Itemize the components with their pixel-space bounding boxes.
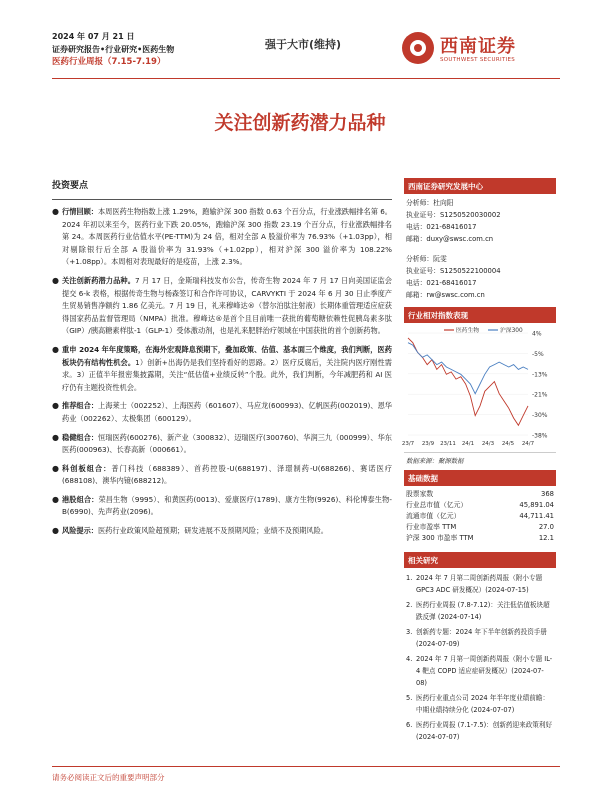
report-series: 医药行业周报（7.15-7.19）: [52, 57, 166, 67]
bullet-text: [62, 463, 392, 488]
analyst-email: 邮箱：rw@swsc.com.cn: [406, 291, 485, 299]
rating: 强于大市(维持): [265, 38, 342, 51]
related-num: 2.: [406, 601, 413, 609]
related-item: [404, 572, 556, 596]
bullet-text: [62, 344, 392, 394]
bullet-dot-icon: ●: [52, 207, 59, 216]
bullet-text: [62, 275, 392, 338]
analyst-role: 分析师：杜向阳: [406, 199, 454, 207]
basic-data-row: [404, 489, 556, 500]
report-type: 证券研究报告•行业研究•医药生物: [52, 45, 175, 54]
analyst-list: [404, 194, 556, 301]
chart-section: [401, 307, 556, 468]
team-heading: 西南证券研究发展中心: [404, 178, 556, 194]
report-date: 2024 年 07 月 21 日: [52, 32, 135, 41]
basic-value: 12.1: [538, 534, 554, 542]
analyst-role: 分析师：阮雯: [406, 255, 447, 263]
bullet-dot-icon: ●: [52, 494, 59, 504]
analyst-phone: 电话：021-68416017: [406, 223, 477, 231]
investment-heading: 投资要点: [52, 181, 89, 191]
x-tick-label: 24/1: [461, 441, 475, 447]
analyst-gap: [406, 245, 554, 253]
bullet-item: [52, 463, 392, 488]
logo-cn: 西南证券: [440, 36, 516, 57]
analyst-phone: 电话：021-68416017: [406, 279, 477, 287]
x-tick-label: 24/3: [481, 441, 495, 447]
report-meta: [52, 30, 174, 69]
bullet-dot-icon: ●: [52, 344, 59, 354]
basic-value: 44,711.41: [519, 512, 554, 520]
x-tick-label: 24/7: [521, 441, 535, 447]
basic-key: 沪深 300 市盈率 TTM: [406, 534, 474, 542]
basic-value: 368: [541, 490, 554, 498]
bullet-body: 上海莱士（002252）、上海医药（601607）、马应龙(600993)、亿帆医药(002019)、恩华药业（002262）、太极集团（600129）。: [62, 401, 392, 423]
logo-mark-icon: [402, 32, 434, 64]
bullet-text: [62, 525, 392, 538]
bullet-lead: 风险提示：: [62, 526, 98, 536]
bullet-dot-icon: ●: [52, 432, 59, 442]
bullet-body: 7 月 17 日，金斯瑞科技发布公告，传奇生物 2024 年 7 月 17 日向美国证监会提交 6-k 表格，根据传奇生物与杨森签订和合作许可协议，CARVYKTI 于 2024 年 6 月 30 日止季度产生贸易销售净额约 1.86 亿美元。7 月 19 日，礼来穆峰达®（替尔泊肽注射液）长期体重管理适应症获得国家药品监督管理局（NMPA）批准。穆峰达®是首个且目前唯一获批的葡萄糖依赖性促胰岛素多肽（GIP）/胰高糖素样肽-1（GLP-1）受体激动剂，也是礼来肥胖治疗领域在中国获批的首个创新药物。: [62, 275, 392, 336]
bullet-text: [62, 206, 392, 269]
related-title: 医药行业周报 (7.8-7.12)：关注低估值板块超跌反弹 (2024-07-14): [416, 601, 550, 621]
basic-key: 流通市值（亿元）: [406, 512, 461, 520]
x-tick-label: 24/5: [501, 441, 515, 447]
y-tick-label: -38%: [532, 432, 548, 440]
related-title: 医药行业周报 (7.1-7.5)：创新药迎来政策利好 (2024-07-07): [416, 721, 553, 741]
bullet-item: [52, 494, 392, 519]
bullet-body: 医药行业政策风险超预期；研发进展不及预期风险；业绩不及预期风险。: [97, 526, 328, 536]
bullet-body: 恒瑞医药(600276)、新产业（300832）、迈瑞医疗(300760)、华润三九（000999）、华东医药(000963)、长春高新（000661）。: [62, 432, 392, 455]
chart-heading: 行业相对指数表现: [404, 307, 556, 323]
y-tick-label: 4%: [532, 330, 542, 338]
basic-key: 股票家数: [406, 490, 434, 498]
footer-note: 请务必阅读正文后的重要声明部分: [52, 773, 165, 782]
related-item: [404, 692, 556, 716]
bullet-lead: 稳健组合：: [62, 432, 99, 442]
bullet-item: [52, 344, 392, 394]
company-logo: [402, 30, 562, 70]
chart-source: 数据来源：聚源数据: [406, 457, 464, 465]
footer-divider: [52, 766, 560, 767]
related-item: [404, 599, 556, 623]
bullet-text: [62, 432, 392, 457]
related-item: [404, 626, 556, 650]
bullet-body: 1）创新+出海仍是我们坚持看好的思路。2）医疗反腐后，关注院内医疗刚性需求。3）正值半年报密集披露期，关注“低估值+业绩反转”个股。此外，我们判断，今年减肥药和 AI 医疗仍有主题投资性机会。: [62, 357, 392, 392]
y-tick-label: -21%: [532, 391, 548, 399]
related-num: 3.: [406, 628, 413, 636]
chart-svg: [401, 323, 556, 453]
related-title: 2024 年 7 月第一周创新药周报（附小专题 IL-4 靶点 COPD 适应症研发概况）(2024-07-08): [416, 655, 553, 687]
bullet-lead: 关注创新药潜力品种。: [62, 275, 135, 285]
related-title: 2024 年 7 月第二周创新药周报（附小专题 GPC3 ADC 研发概况）(2024-07-15): [416, 574, 543, 594]
basic-data-row: [404, 511, 556, 522]
bullet-dot-icon: ●: [52, 401, 59, 411]
related-heading: 相关研究: [404, 552, 556, 568]
basic-data-row: [404, 533, 556, 544]
related-title: 创新药专题：2024 年下半年创新药投资手册 (2024-07-09): [416, 628, 547, 648]
bullet-text: [62, 494, 392, 519]
series-line-沪深300: [408, 343, 528, 394]
report-title: 关注创新药潜力品种: [214, 112, 386, 134]
bullet-item: [52, 525, 392, 538]
related-title: 医药行业重点公司 2024 年半年度业绩前瞻：中期业绩持续分化 (2024-07-07): [416, 694, 550, 714]
sidebar: [401, 178, 556, 746]
bullet-item: [52, 432, 392, 457]
basic-data-row: [404, 500, 556, 511]
related-list: [404, 568, 556, 743]
bullet-item: [52, 206, 392, 269]
bullet-list: [52, 206, 392, 538]
legend-label: 医药生物: [456, 328, 480, 334]
bullet-lead: 推荐组合：: [62, 401, 99, 411]
basic-value: 27.0: [538, 523, 554, 531]
section-divider: [52, 199, 392, 200]
x-tick-label: 23/7: [401, 441, 415, 447]
y-tick-label: -13%: [532, 371, 548, 379]
analyst-cert: 执业证号：S1250520030002: [406, 211, 501, 219]
bullet-body: 本周医药生物指数上涨 1.29%，跑输沪深 300 指数 0.63 个百分点，行业涨跌幅排名第 6。2024 年初以来至今，医药行业下跌 20.05%，跑输沪深 300 指数 23.19 个百分点，行业涨跌幅排名第 24。本周医药行业估值水平(PE-TTM)为 24 倍，相对全部 A 股溢价率为 76.93%（+1.03pp），相对剔除银行后全部 A 股溢价率为 31.93%（+1.02pp），相对沪深 300 溢价率为 108.22%（+1.08pp）。本周相对表现最好的是疫苗，上涨 2.3%。: [62, 207, 392, 267]
header-divider: [52, 78, 560, 79]
investment-section: [52, 178, 392, 544]
bullet-item: [52, 275, 392, 338]
y-tick-label: -30%: [532, 412, 548, 420]
basic-value: 45,891.04: [519, 501, 554, 509]
y-tick-label: -5%: [532, 350, 544, 358]
bullet-text: [62, 400, 392, 425]
bullet-lead: 行情回顾：: [62, 207, 98, 216]
analyst-email: 邮箱：duxy@swsc.com.cn: [406, 235, 494, 243]
related-num: 5.: [406, 694, 413, 702]
x-tick-label: 23/9: [421, 441, 435, 447]
basic-heading: 基础数据: [404, 470, 556, 486]
relative-index-chart: [401, 323, 556, 453]
related-num: 1.: [406, 574, 413, 582]
bullet-lead: 科创板组合：: [62, 463, 112, 473]
bullet-lead: 港股组合：: [62, 494, 99, 504]
legend-label: 沪深300: [500, 328, 523, 334]
basic-key: 行业市盈率 TTM: [406, 523, 457, 531]
related-item: [404, 719, 556, 743]
bullet-body: 普门科技（688389）、首药控股-U(688197)、泽璟制药-U(688266)、赛诺医疗(688108)、澳华内镜(688212)。: [62, 463, 392, 486]
related-num: 6.: [406, 721, 413, 729]
bullet-body: 荣昌生物（9995）、和黄医药(0013)、爱康医疗(1789)、康方生物(9926)、科伦博泰生物-B(6990)、先声药业(2096)。: [62, 494, 392, 517]
related-num: 4.: [406, 655, 413, 663]
logo-en: SOUTHWEST SECURITIES: [440, 57, 516, 63]
analyst-cert: 执业证号：S1250522100004: [406, 267, 501, 275]
basic-key: 行业总市值（亿元）: [406, 501, 468, 509]
bullet-dot-icon: ●: [52, 526, 59, 536]
bullet-item: [52, 400, 392, 425]
related-item: [404, 653, 556, 689]
bullet-dot-icon: ●: [52, 275, 59, 285]
bullet-lead: 重申 2024 年年度策略，在海外宏观降息预期下，叠加政策、估值、基本面三个维度，我们判断，医药板块仍有结构性机会。: [62, 344, 392, 367]
bullet-dot-icon: ●: [52, 463, 59, 473]
basic-data-list: [404, 486, 556, 544]
x-tick-label: 23/11: [440, 441, 456, 447]
basic-data-row: [404, 522, 556, 533]
